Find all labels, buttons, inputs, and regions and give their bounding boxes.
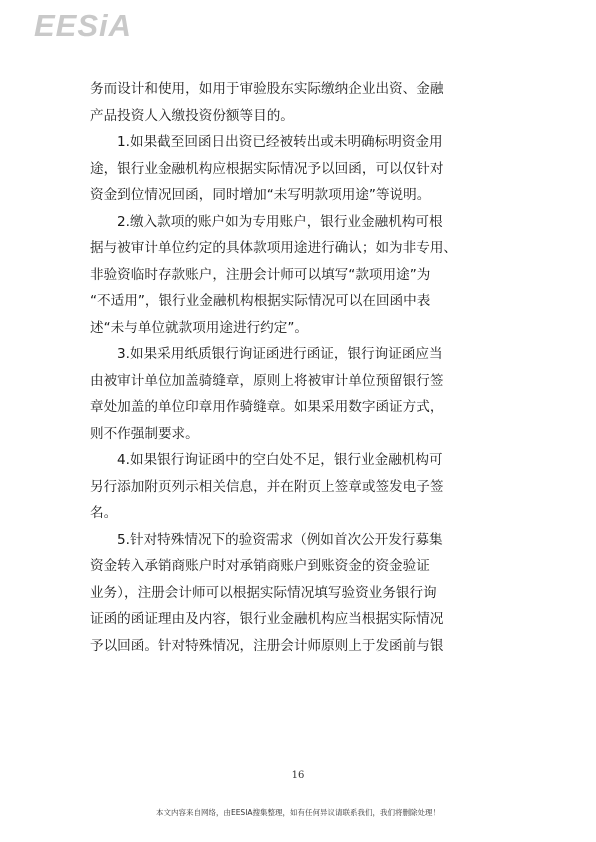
text-line: 业务），注册会计师可以根据实际情况填写验资业务银行询 xyxy=(90,584,437,601)
text-line: 予以回函。针对特殊情况，注册会计师原则上于发函前与银 xyxy=(90,637,444,654)
text-line: 3.如果采用纸质银行询证函进行函证，银行询证函应当 xyxy=(117,346,443,362)
text-line: 资金到位情况回函，同时增加“未写明款项用途”等说明。 xyxy=(90,187,431,203)
document-body xyxy=(90,76,510,659)
text-line: 5.针对特殊情况下的验资需求（例如首次公开发行募集 xyxy=(117,531,443,548)
text-line: 途，银行业金融机构应根据实际情况予以回函，可以仅针对 xyxy=(90,160,444,177)
page-number: 16 xyxy=(291,770,305,781)
paragraph xyxy=(90,209,510,342)
text-line: 4.如果银行询证函中的空白处不足，银行业金融机构可 xyxy=(117,452,443,468)
paragraph xyxy=(90,527,510,660)
paragraph xyxy=(90,447,510,527)
text-line: 证函的函证理由及内容，银行业金融机构应当根据实际情况 xyxy=(90,611,444,627)
text-line: 另行添加附页列示相关信息，并在附页上签章或签发电子签 xyxy=(90,478,444,495)
paragraph xyxy=(90,129,510,209)
text-line: 非验资临时存款账户，注册会计师可以填写“款项用途”为 xyxy=(90,266,431,283)
paragraph xyxy=(90,76,510,129)
text-line: 则不作强制要求。 xyxy=(90,425,199,442)
text-line: 章处加盖的单位印章用作骑缝章。如果采用数字函证方式， xyxy=(90,399,444,415)
text-line: 据与被审计单位约定的具体款项用途进行确认；如为非专用、 xyxy=(90,240,458,256)
text-line: 述“未与单位就款项用途进行约定”。 xyxy=(90,319,308,336)
eesia-logo: EESiA xyxy=(34,8,133,43)
text-line: 2.缴入款项的账户如为专用账户，银行业金融机构可根 xyxy=(117,213,443,230)
text-line: 务而设计和使用，如用于审验股东实际缴纳企业出资、金融 xyxy=(90,81,444,97)
text-line: 由被审计单位加盖骑缝章，原则上将被审计单位预留银行签 xyxy=(90,372,444,389)
paragraph xyxy=(90,341,510,447)
text-line: 资金转入承销商账户时对承销商账户到账资金的资金验证 xyxy=(90,558,430,574)
text-line: 1.如果截至回函日出资已经被转出或未明确标明资金用 xyxy=(117,134,443,150)
footer-notice: 本文内容来自网络，由EESIA搜集整理，如有任何异议请联系我们，我们将删除处理！ xyxy=(155,808,441,817)
text-line: “不适用”，银行业金融机构根据实际情况可以在回函中表 xyxy=(90,293,431,309)
text-line: 产品投资人入缴投资份额等目的。 xyxy=(90,107,294,124)
text-line: 名。 xyxy=(90,505,118,521)
